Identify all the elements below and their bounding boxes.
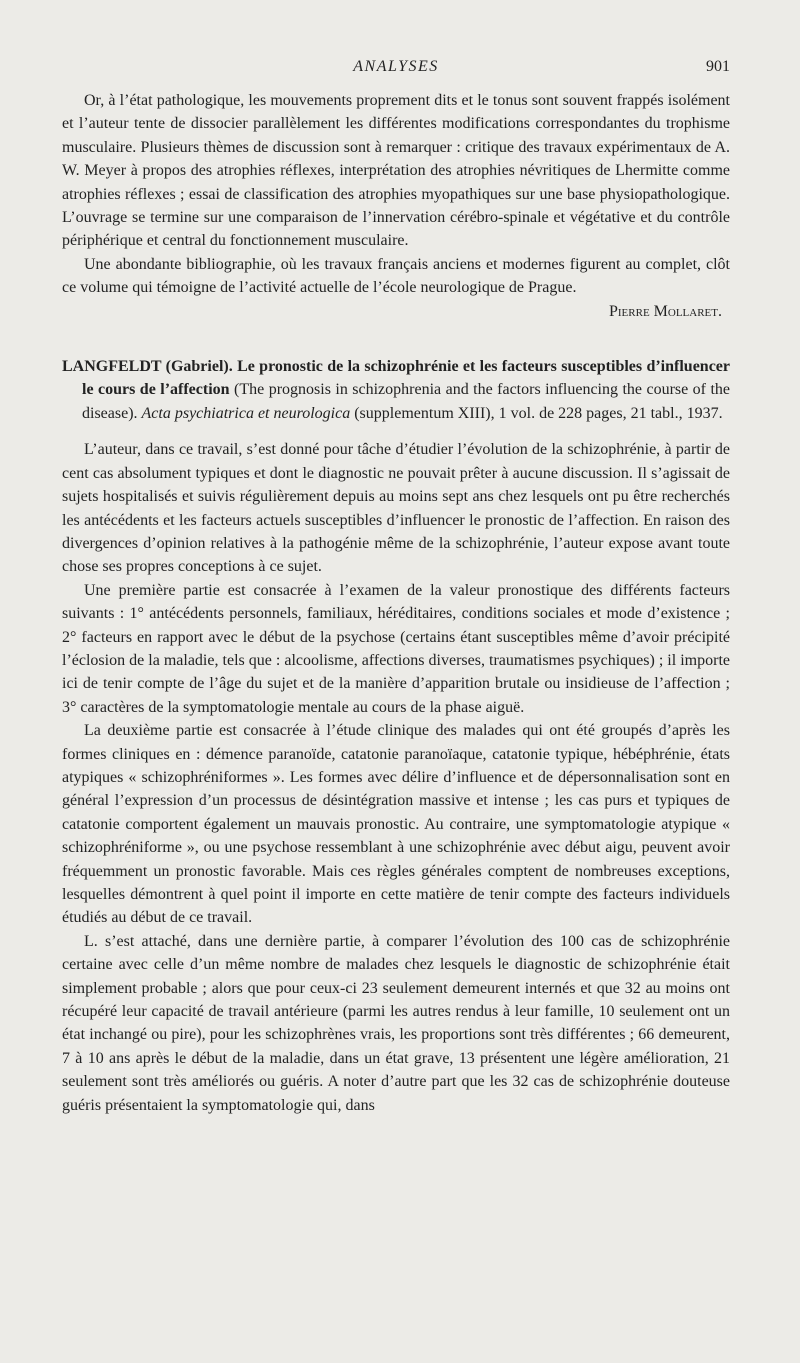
previous-review-paragraph: Or, à l’état pathologique, les mouvements proprement dits et le tonus sont souvent frappés isolément et l’auteur tente de dissocier parallèlement les différentes modifications correspondantes du trophisme musculaire. Plusieurs thèmes de discussion sont à remarquer : critique des travaux expérimentaux de A. W. Meyer à propos des atrophies réflexes, interprétation des atrophies névritiques de Lhermitte comme atrophies réflexes ; essai de classification des atrophies myopathiques sur une base physiopathologique. L’ouvrage se termine sur une comparaison de l’innervation cérébro-spinale et végétative et du contrôle périphérique et central du fonctionnement musculaire. (62, 92, 730, 250)
reviewer-signature: Pierre Mollaret. (608, 302, 722, 320)
section-gap (62, 425, 730, 438)
review-author: LANGFELDT (Gabriel). (62, 358, 233, 376)
running-title: ANALYSES (353, 58, 439, 75)
page-header (62, 58, 730, 82)
body-paragraph: Une première partie est consacrée à l’examen de la valeur pronostique des différents facteurs suivants : 1° antécédents personnels, familiaux, héréditaires, conditions sociales et mode d’existence ; 2° facteurs en rapport avec le début de la psychose (certains étant susceptibles même d’avoir précipité l’éclosion de la maladie, tels que : alcoolisme, affections diverses, traumatismes psychiques) ; il importe ici de tenir compte de l’âge du sujet et de la manière d’apparition brutale ou insidieuse de l’affection ; 3° caractères de la symptomatologie mentale au cours de la phase aiguë. (62, 581, 730, 716)
review-journal: Acta psychiatrica et neurologica (141, 404, 351, 422)
review-title-en: (The prognosis in schizophrenia and the factors influencing the course of the disease). (82, 381, 731, 422)
review-citation (62, 355, 730, 425)
body-paragraph: L’auteur, dans ce travail, s’est donné pour tâche d’étudier l’évolution de la schizophrénie, à partir de cent cas absolument typiques et dont le diagnostic ne pouvait prêter à aucune discussion. Il s’agissait de sujets hospitalisés et suivis régulièrement depuis au moins sept ans chez lesquels ont pu être recherchés les antécédents et les facteurs actuels susceptibles d’influencer le pronostic de l’affection. En raison des divergences d’opinion relatives à la pathogénie même de la schizophrénie, l’auteur expose avant toute chose ses propres conceptions à ce sujet. (62, 441, 730, 576)
body-paragraph: La deuxième partie est consacrée à l’étude clinique des malades qui ont été groupés d’après les formes cliniques en : démence paranoïde, catatonie paranoïaque, catatonie typique, hébéphrénie, états atypiques « schizophréniformes ». Les formes avec délire d’influence et de dépersonnalisation sont en général l’expression d’un processus de désintégration massive et intense ; les cas purs et typiques de catatonie comportent également un mauvais pronostic. Au contraire, une symptomatologie atypique « schizophréniforme », ou une psychose ressemblant à une schizophrénie avec début aigu, peuvent avoir fréquemment un pronostic favorable. Mais ces règles générales comptent de nombreuses exceptions, lesquelles démontrent à quel point il importe en cette matière de tenir compte des facteurs individuels étudiés au début de ce travail. (62, 722, 730, 927)
previous-review-paragraph: Une abondante bibliographie, où les travaux français anciens et modernes figurent au complet, clôt ce volume qui témoigne de l’activité actuelle de l’école neurologique de Prague. (62, 255, 730, 297)
page-body (62, 89, 730, 1117)
body-paragraph: L. s’est attaché, dans une dernière partie, à comparer l’évolution des 100 cas de schizophrénie certaine avec celle d’un même nombre de malades chez lesquels le diagnostic de schizophrénie était simplement probable ; alors que pour ceux-ci 23 seulement demeurent internés et que 32 au moins ont récupéré leur capacité de travail antérieure (parmi les autres rendus à leur famille, 10 seulement ont un état inchangé ou pire), pour les schizophrènes vrais, les proportions sont très différentes ; 66 demeurent, 7 à 10 ans après le début de la maladie, dans un état grave, 13 présentent une légère amélioration, 21 seulement sont très améliorés ou guéris. A noter d’autre part que les 32 cas de schizophrénie douteuse guéris présentaient la symptomatologie qui, dans (62, 932, 730, 1114)
review-title-fr: Le pronostic de la schizophrénie et les facteurs susceptibles d’influencer le cours de l’affection (82, 358, 731, 399)
review-publication: (supplementum XIII), 1 vol. de 228 pages, 21 tabl., 1937. (354, 404, 723, 422)
page-number: 901 (706, 58, 730, 75)
